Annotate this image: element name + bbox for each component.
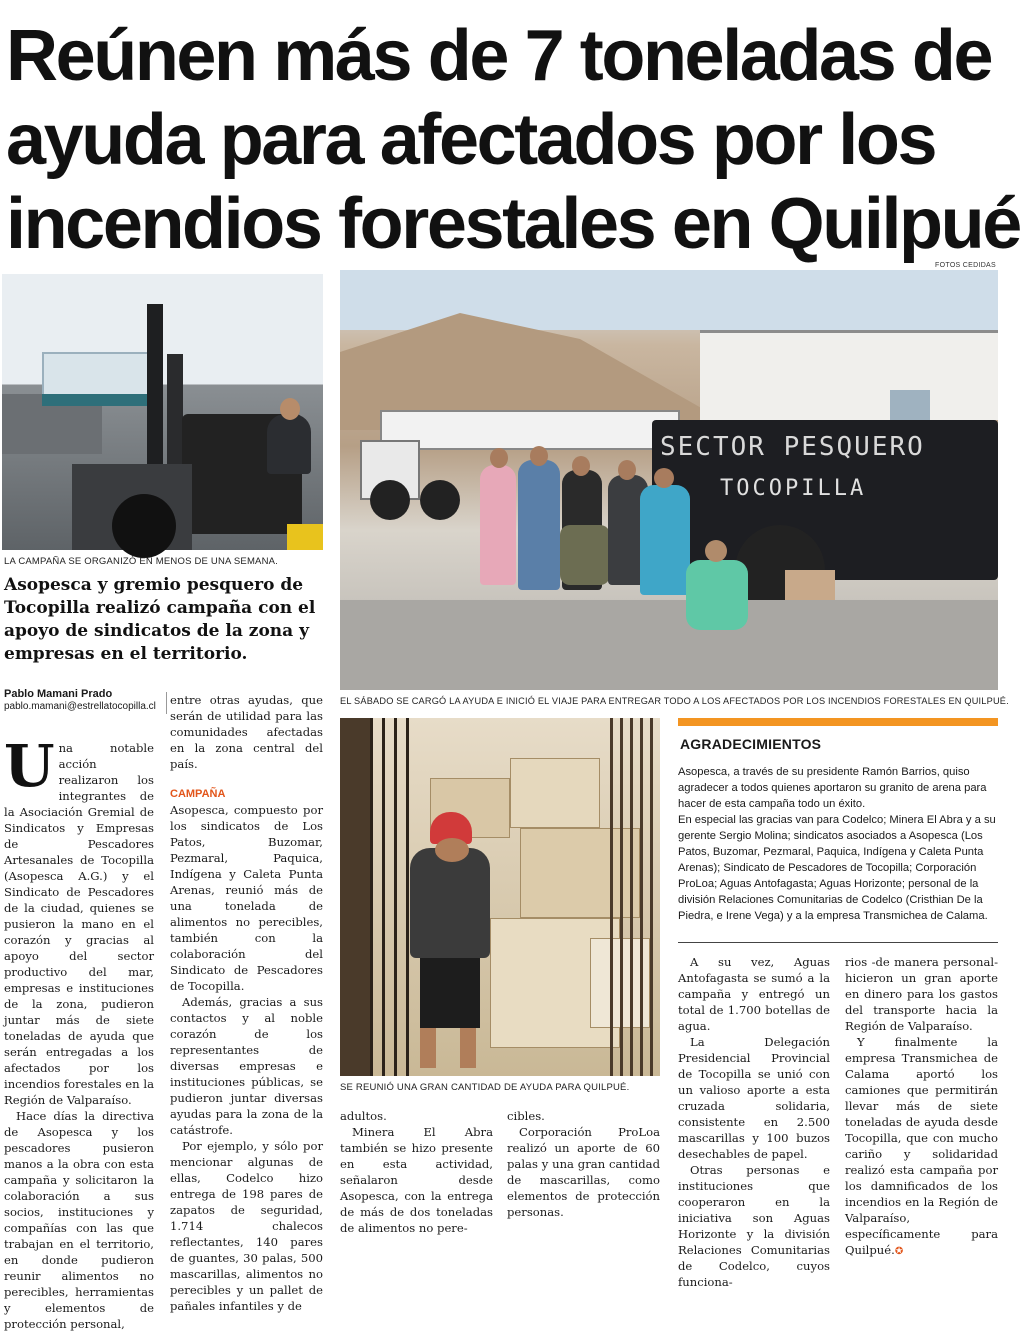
photo-group-truck bbox=[340, 270, 998, 690]
body-column-5 bbox=[678, 954, 830, 1290]
body-column-6 bbox=[845, 954, 998, 1260]
subhead-campana: CAMPAÑA bbox=[170, 788, 226, 800]
body-paragraph: rios -de manera personal- hicieron un gran aporte en dinero para los gastos del transporte hacia la Región de Valparaíso. bbox=[845, 955, 998, 1033]
body-paragraph: Corporación ProLoa realizó un aporte de 60 palas y una gran cantidad de mascarillas, como elementos de protección personas. bbox=[507, 1125, 660, 1219]
sidebar-divider bbox=[678, 942, 998, 943]
truck-banner-line-1: SECTOR PESQUERO bbox=[660, 432, 925, 462]
truck-banner-line-2: TOCOPILLA bbox=[720, 476, 867, 501]
end-mark-icon: ✪ bbox=[894, 1246, 904, 1257]
body-text: Y finalmente la empresa Transmichea de Calama aportó los camiones que permitirán llevar más de siete toneladas de ayuda desde Tocopilla, que con mucho cariño y solidaridad realizó esta campaña por los damnificados de los incendios en la Región de Valparaíso, específicamente para Quilpué. bbox=[845, 1035, 998, 1257]
sidebar-text bbox=[678, 764, 996, 924]
body-paragraph: La Delegación Presidencial Provincial de Tocopilla se unió con un valioso aporte a esta cruzada solidaria, consistente en 2.500 mascarillas y 100 buzos desechables de papel. bbox=[678, 1035, 830, 1161]
body-paragraph: Hace días la directiva de Asopesca y los pescadores pusieron manos a la obra con esta campaña y solicitaron la colaboración a sus socios, instituciones y compañías con las que trabajan en el territorio, en donde pudieron reunir alimentos no perecibles, herramientas y elementos de protección personal, bbox=[4, 1109, 154, 1331]
caption-boxes: SE REUNIÓ UNA GRAN CANTIDAD DE AYUDA PARA QUILPUÉ. bbox=[340, 1082, 630, 1093]
headline bbox=[6, 14, 1020, 266]
body-column-3 bbox=[340, 1108, 493, 1236]
body-paragraph: Otras personas e instituciones que cooperaron en la iniciativa son Aguas Horizonte y la división Relaciones Comunitarias de Codelco, cuyos funciona- bbox=[678, 1163, 830, 1289]
body-paragraph bbox=[4, 732, 154, 1108]
author-name: Pablo Mamani Prado bbox=[4, 688, 113, 700]
body-paragraph: cibles. bbox=[507, 1109, 545, 1123]
photo-boxes bbox=[340, 718, 660, 1076]
body-paragraph: Asopesca, compuesto por los sindicatos de Los Patos, Buzomar, Pezmaral, Paquica, Indígena y Caleta Punta Arenas, reunió más de una tonelada de alimentos no perecibles, también con la colaboración del Sindicato de Pescadores de Tocopilla. bbox=[170, 803, 323, 993]
body-paragraph: Además, gracias a sus contactos y al noble corazón de los representantes de diversas empresas e instituciones públicas, se pudieron juntar diversas ayudas para la zona de la catástrofe. bbox=[170, 995, 323, 1137]
photo-forklift bbox=[2, 274, 323, 550]
author-divider bbox=[166, 692, 167, 714]
body-paragraph bbox=[845, 1034, 998, 1260]
caption-forklift: LA CAMPAÑA SE ORGANIZÓ EN MENOS DE UNA SEMANA. bbox=[4, 556, 279, 567]
body-paragraph: Minera El Abra también se hizo presente en esta actividad, señalaron desde Asopesca, con la entrega de más de dos toneladas de alimentos no pere- bbox=[340, 1125, 493, 1235]
body-paragraph: entre otras ayudas, que serán de utilidad para las comunidades afectadas en la zona central del país. bbox=[170, 693, 323, 771]
headline-line-3: incendios forestales en Quilpué bbox=[6, 184, 1020, 264]
sidebar-title: AGRADECIMIENTOS bbox=[680, 736, 822, 752]
body-column-2 bbox=[170, 692, 323, 1314]
caption-group-truck: EL SÁBADO SE CARGÓ LA AYUDA E INICIÓ EL VIAJE PARA ENTREGAR TODO A LOS AFECTADOS POR LOS INCENDIOS FORESTALES EN QUILPUÉ. bbox=[340, 696, 1009, 706]
body-paragraph: adultos. bbox=[340, 1109, 387, 1123]
sidebar-paragraph: Asopesca, a través de su presidente Ramón Barrios, quiso agradecer a todos quienes aportaron su granito de arena para hacer de esta campaña todo un éxito. bbox=[678, 766, 987, 810]
body-text: na notable acción realizaron los integrantes de la Asociación Gremial de Sindicatos y Empresas de Pescadores Artesanales de Tocopilla (Asopesca A.G.) y el Sindicato de Pescadores de la ciudad, quienes se pusieron la mano en el corazón y gracias al apoyo del sector productivo del mar, empresas e instituciones de la zona, pudieron juntar más de siete toneladas de ayuda que serán entregadas a los afectados por los incendios forestales en la Región de Valparaíso. bbox=[4, 741, 154, 1107]
body-paragraph: Por ejemplo, y sólo por mencionar algunas de ellas, Codelco hizo entrega de 198 pares de zapatos de seguridad, 1.714 chalecos reflectantes, 140 pares de guantes, 30 palas, 500 mascarillas, alimentos no perecibles y un pallet de pañales infantiles y de bbox=[170, 1139, 323, 1313]
headline-line-2: ayuda para afectados por los bbox=[6, 100, 936, 180]
photo-credit: FOTOS CEDIDAS bbox=[935, 262, 996, 269]
sidebar-accent-bar bbox=[678, 718, 998, 726]
author-email: pablo.mamani@estrellatocopilla.cl bbox=[4, 701, 156, 712]
sidebar-paragraph: En especial las gracias van para Codelco; Minera El Abra y a su gerente Sergio Molina; sindicatos asociados a Asopesca (Los Patos, Buzomar, Pezmaral, Paquica, Indígena y Caleta Punta Arenas); Sindicato de Pescadores de Tocopilla; Corporación ProLoa; Aguas Antofagasta; Aguas Horizonte; personal de la división Relaciones Comunitarias de Codelco (Cristhian De la Piedra, e Irene Vega) y a la empresa Transmichea de Calama. bbox=[678, 814, 996, 922]
article-deck: Asopesca y gremio pesquero de Tocopilla realizó campaña con el apoyo de sindicatos de la zona y empresas en el territorio. bbox=[4, 575, 316, 664]
headline-line-1: Reúnen más de 7 toneladas de bbox=[6, 16, 992, 96]
dropcap: U bbox=[4, 732, 55, 800]
body-column-4 bbox=[507, 1108, 660, 1220]
body-paragraph: A su vez, Aguas Antofagasta se sumó a la campaña y entregó un total de 1.700 botellas de agua. bbox=[678, 955, 830, 1033]
body-column-1 bbox=[4, 732, 154, 1332]
